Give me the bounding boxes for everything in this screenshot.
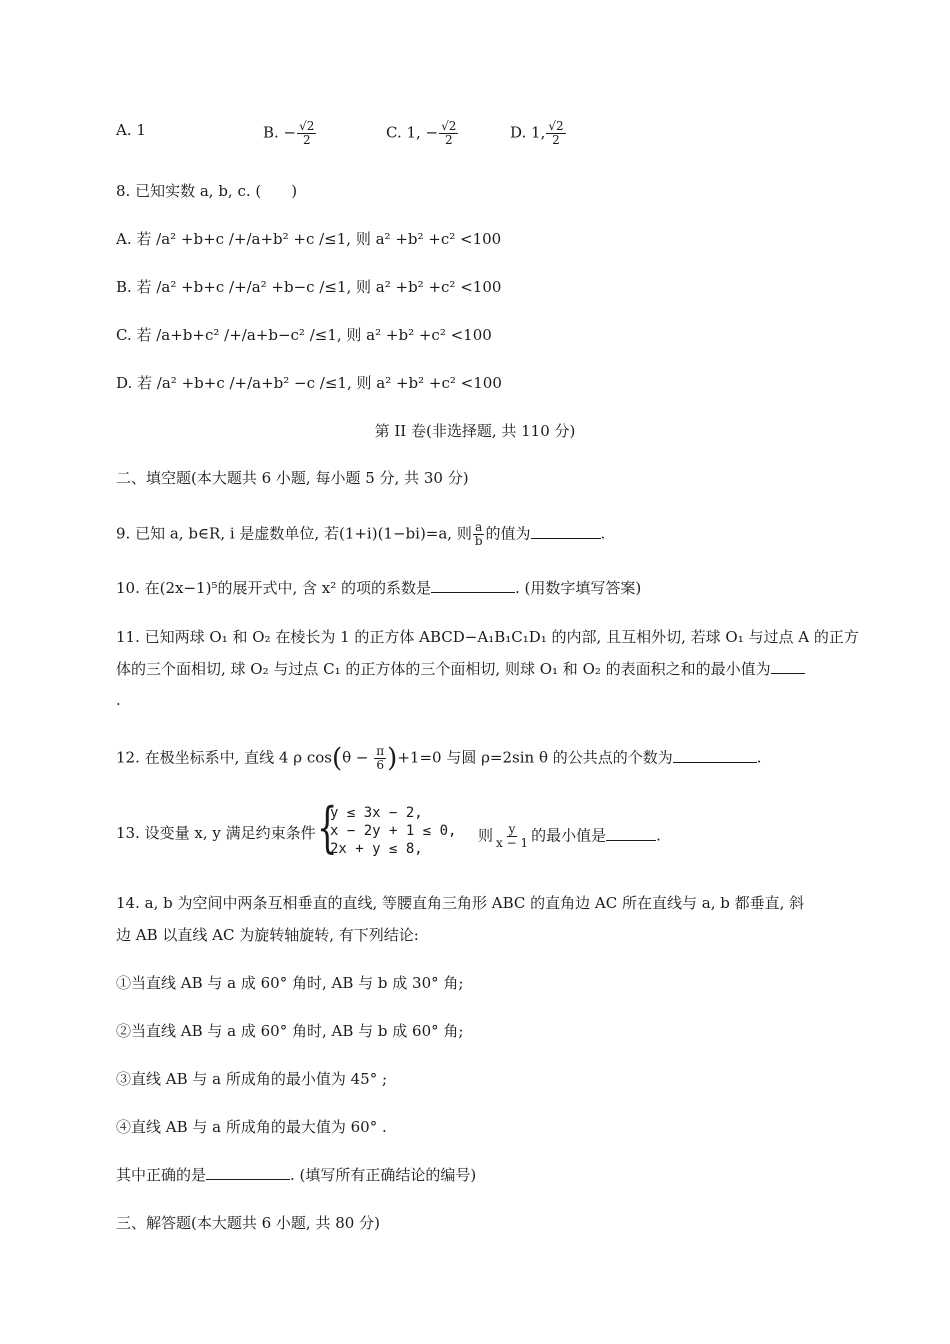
fraction: $\frac{√2}{2}$ xyxy=(548,119,564,147)
q14-statement-4: ④直线 AB 与 a 所成角的最大值为 60° . xyxy=(116,1118,387,1136)
fraction: $\frac{\pi}{6}$ xyxy=(376,744,385,772)
q14-line2: 边 AB 以直线 AC 为旋转轴旋转, 有下列结论: xyxy=(116,926,419,944)
fraction: $\frac{√2}{2}$ xyxy=(299,119,315,147)
fraction: $\frac{√2}{2}$ xyxy=(441,119,457,147)
q8-option-b: B. 若 /a² +b+c /+/a² +b−c /≤1, 则 a² +b² +c² <100 xyxy=(116,278,502,296)
left-brace: { xyxy=(316,796,338,859)
answer-blank xyxy=(606,826,656,841)
q11-line3: . xyxy=(116,691,121,709)
part2-title: 第 II 卷(非选择题, 共 110 分) xyxy=(374,422,576,440)
q10: 10. 在(2x−1)⁵的展开式中, 含 x² 的项的系数是 . (用数字填写答案) xyxy=(116,579,642,597)
q7-option-d: D. 1, $\frac{√2}{2}$ xyxy=(510,119,564,147)
q12: 12. 在极坐标系中, 直线 4 ρ cos(θ − $\frac{\pi}{6}$ )+1=0 与圆 ρ=2sin θ 的公共点的个数为 . xyxy=(116,743,762,774)
fraction: $\frac{y}{x - 1}$ xyxy=(496,822,529,850)
q8-stem: 8. 已知实数 a, b, c. ( ) xyxy=(116,182,298,200)
q8-option-a: A. 若 /a² +b+c /+/a+b² +c /≤1, 则 a² +b² +c² <100 xyxy=(116,230,502,248)
q14-statement-3: ③直线 AB 与 a 所成角的最小值为 45° ; xyxy=(116,1070,388,1088)
q7-option-a: A. 1 xyxy=(116,121,146,139)
q8-option-c: C. 若 /a+b+c² /+/a+b−c² /≤1, 则 a² +b² +c² <100 xyxy=(116,326,492,344)
q11-line2: 体的三个面相切, 球 O₂ 与过点 C₁ 的正方体的三个面相切, 则球 O₁ 和 O₂ 的表面积之和的最小值为 xyxy=(116,659,805,679)
q14-line1: 14. a, b 为空间中两条互相垂直的直线, 等腰直角三角形 ABC 的直角边 AC 所在直线与 a, b 都垂直, 斜 xyxy=(116,894,805,912)
q13-tail: 则 $\frac{y}{x - 1}$ 的最小值是 . xyxy=(478,822,661,850)
constraint-1: y ≤ 3x − 2, xyxy=(330,805,423,821)
fraction: $\frac{a}{b}$ xyxy=(474,520,483,548)
q8-option-d: D. 若 /a² +b+c /+/a+b² −c /≤1, 则 a² +b² +c² <100 xyxy=(116,374,502,392)
section2-heading: 二、填空题(本大题共 6 小题, 每小题 5 分, 共 30 分) xyxy=(116,469,469,487)
constraint-2: x − 2y + 1 ≤ 0, xyxy=(330,823,457,839)
answer-blank xyxy=(531,524,601,539)
answer-blank xyxy=(771,659,805,674)
answer-blank xyxy=(431,578,515,593)
q7-option-c: C. 1, − $\frac{√2}{2}$ xyxy=(386,119,457,147)
q11-line1: 11. 已知两球 O₁ 和 O₂ 在棱长为 1 的正方体 ABCD−A₁B₁C₁D₁ 的内部, 且互相外切, 若球 O₁ 与过点 A 的正方 xyxy=(116,628,859,646)
q9: 9. 已知 a, b∈R, i 是虚数单位, 若(1+i)(1−bi)=a, 则 $\frac{a}{b}$ 的值为 . xyxy=(116,520,606,548)
section3-heading: 三、解答题(本大题共 6 小题, 共 80 分) xyxy=(116,1214,380,1232)
q14-statement-1: ①当直线 AB 与 a 成 60° 角时, AB 与 b 成 30° 角; xyxy=(116,974,464,992)
q13-label: 13. 设变量 x, y 满足约束条件 xyxy=(116,824,316,842)
constraint-3: 2x + y ≤ 8, xyxy=(330,841,423,857)
q7-option-b: B. − $\frac{√2}{2}$ xyxy=(263,119,315,147)
q14-ask: 其中正确的是 . (填写所有正确结论的编号) xyxy=(116,1166,477,1184)
answer-blank xyxy=(206,1165,290,1180)
q14-statement-2: ②当直线 AB 与 a 成 60° 角时, AB 与 b 成 60° 角; xyxy=(116,1022,464,1040)
answer-blank xyxy=(673,748,757,763)
